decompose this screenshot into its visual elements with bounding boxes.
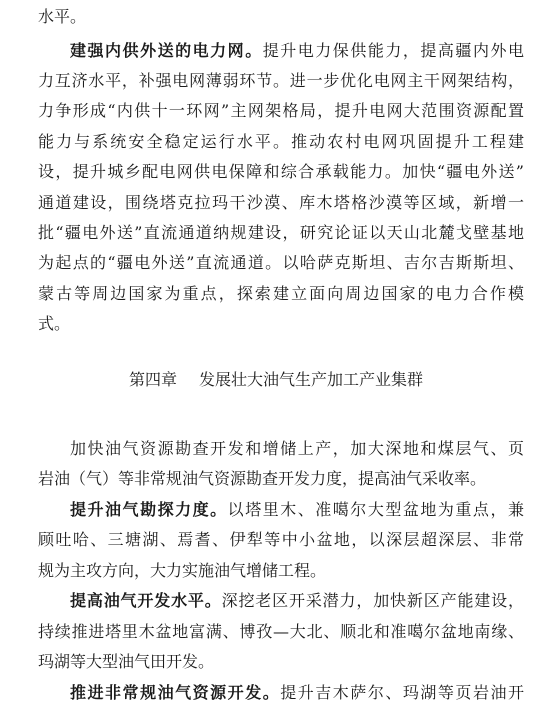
text-line: 加快油气资源勘查开发和增储上产，加大深地和煤层气、页 [70, 439, 524, 458]
text-line: 规为主攻方向，大力实施油气增储工程。 [38, 561, 327, 580]
text-line: 能力与系统安全稳定运行水平。推动农村电网巩固提升工程建 [38, 132, 524, 151]
text-run: 以塔里木、准噶尔大型盆地为重点，兼 [227, 500, 524, 519]
text-run: 提升电力保供能力，提高疆内外电 [262, 41, 524, 60]
chapter-heading [0, 367, 552, 393]
chapter-number: 第四章 [128, 370, 177, 389]
text-line: 力互济水平，补强电网薄弱环节。进一步优化电网主干网架结构， [38, 71, 524, 90]
paragraph-heading: 提升油气勘探力度。 [70, 500, 228, 519]
text-line: 玛湖等大型油气田开发。 [38, 652, 215, 671]
paragraph-first-line [70, 497, 524, 523]
text-run: 深挖老区开采潜力，加快新区产能建设， [221, 591, 524, 610]
paragraph-heading: 推进非常规油气资源开发。 [70, 683, 281, 702]
text-line: 水平。 [38, 7, 87, 26]
text-line: 力争形成“内供十一环网”主网架格局，提升电网大范围资源配置 [38, 101, 524, 120]
text-line: 岩油（气）等非常规油气资源勘查开发力度，提高油气采收率。 [38, 469, 487, 488]
text-line: 蒙古等周边国家为重点，探索建立面向周边国家的电力合作模 [38, 284, 524, 303]
paragraph-heading: 建强内供外送的电力网。 [70, 41, 263, 60]
text-line: 为起点的“疆电外送”直流通道。以哈萨克斯坦、吉尔吉斯斯坦、 [38, 253, 524, 272]
paragraph-first-line [70, 588, 524, 614]
text-line: 通道建设，围绕塔克拉玛干沙漠、库木塔格沙漠等区域，新增一 [38, 193, 524, 212]
chapter-title: 发展壮大油气生产加工产业集群 [199, 370, 424, 389]
text-line: 持续推进塔里木盆地富满、博孜—大北、顺北和准噶尔盆地南缘、 [38, 622, 524, 641]
text-line: 批“疆电外送”直流通道纳规建设，研究论证以天山北麓戈壁基地 [38, 223, 524, 242]
paragraph-heading: 提高油气开发水平。 [70, 591, 222, 610]
paragraph-first-line [70, 38, 524, 64]
text-run: 提升吉木萨尔、玛湖等页岩油开 [280, 683, 524, 702]
text-line: 式。 [38, 314, 71, 333]
text-line: 顾吐哈、三塘湖、焉耆、伊犁等中小盆地，以深层超深层、非常 [38, 530, 524, 549]
text-line: 设，提升城乡配电网供电保障和综合承载能力。加快“疆电外送” [38, 162, 524, 181]
paragraph-first-line [70, 680, 524, 706]
